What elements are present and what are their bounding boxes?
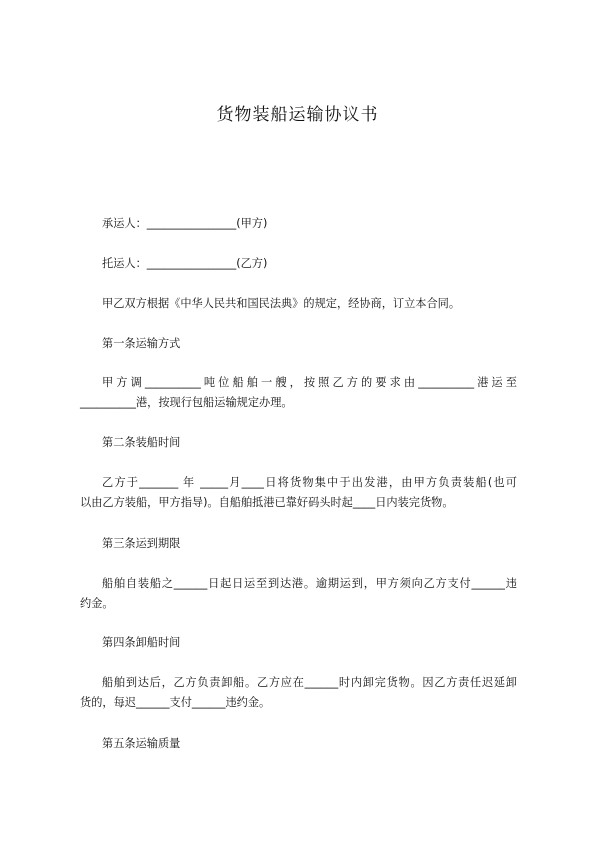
section-body [80, 473, 517, 513]
shipper-line: 托运人：________________(乙方) [102, 257, 268, 270]
section-heading: 第一条运输方式 [102, 337, 181, 350]
section-body [80, 373, 517, 413]
intro-paragraph: 甲乙双方根据《中华人民共和国民法典》的规定，经协商，订立本合同。 [102, 297, 461, 310]
section-heading: 第三条运到期限 [102, 537, 181, 550]
section-body [80, 574, 517, 614]
section-heading: 第四条卸船时间 [102, 636, 181, 649]
section-body [80, 673, 517, 713]
section-body-line: 约金。 [80, 597, 114, 610]
section-body-line: 甲方调__________吨位船舶一艘，按照乙方的要求由__________港运至 [102, 376, 517, 389]
section-body-line: 船舶到达后，乙方负责卸船。乙方应在______时内卸完货物。因乙方责任迟延卸 [102, 676, 517, 689]
section-body-line: 以由乙方装船，甲方指导)。自船舶抵港已靠好码头时起____日内装完货物。 [80, 496, 454, 509]
section-body-line: __________港，按现行包船运输规定办理。 [80, 396, 293, 409]
carrier-line: 承运人：________________(甲方) [102, 217, 268, 230]
section-heading: 第二条装船时间 [102, 436, 181, 449]
section-body-line: 货的，每迟______支付______违约金。 [80, 696, 271, 709]
document-title: 货物装船运输协议书 [216, 105, 379, 125]
section-body-line: 船舶自装船之______日起日运至到达港。逾期运到，甲方须向乙方支付______违 [102, 577, 517, 590]
section-body-line: 乙方于_______ 年 _____月____日将货物集中于出发港，由甲方负责装船(也可 [102, 476, 517, 489]
section-heading: 第五条运输质量 [102, 737, 181, 750]
